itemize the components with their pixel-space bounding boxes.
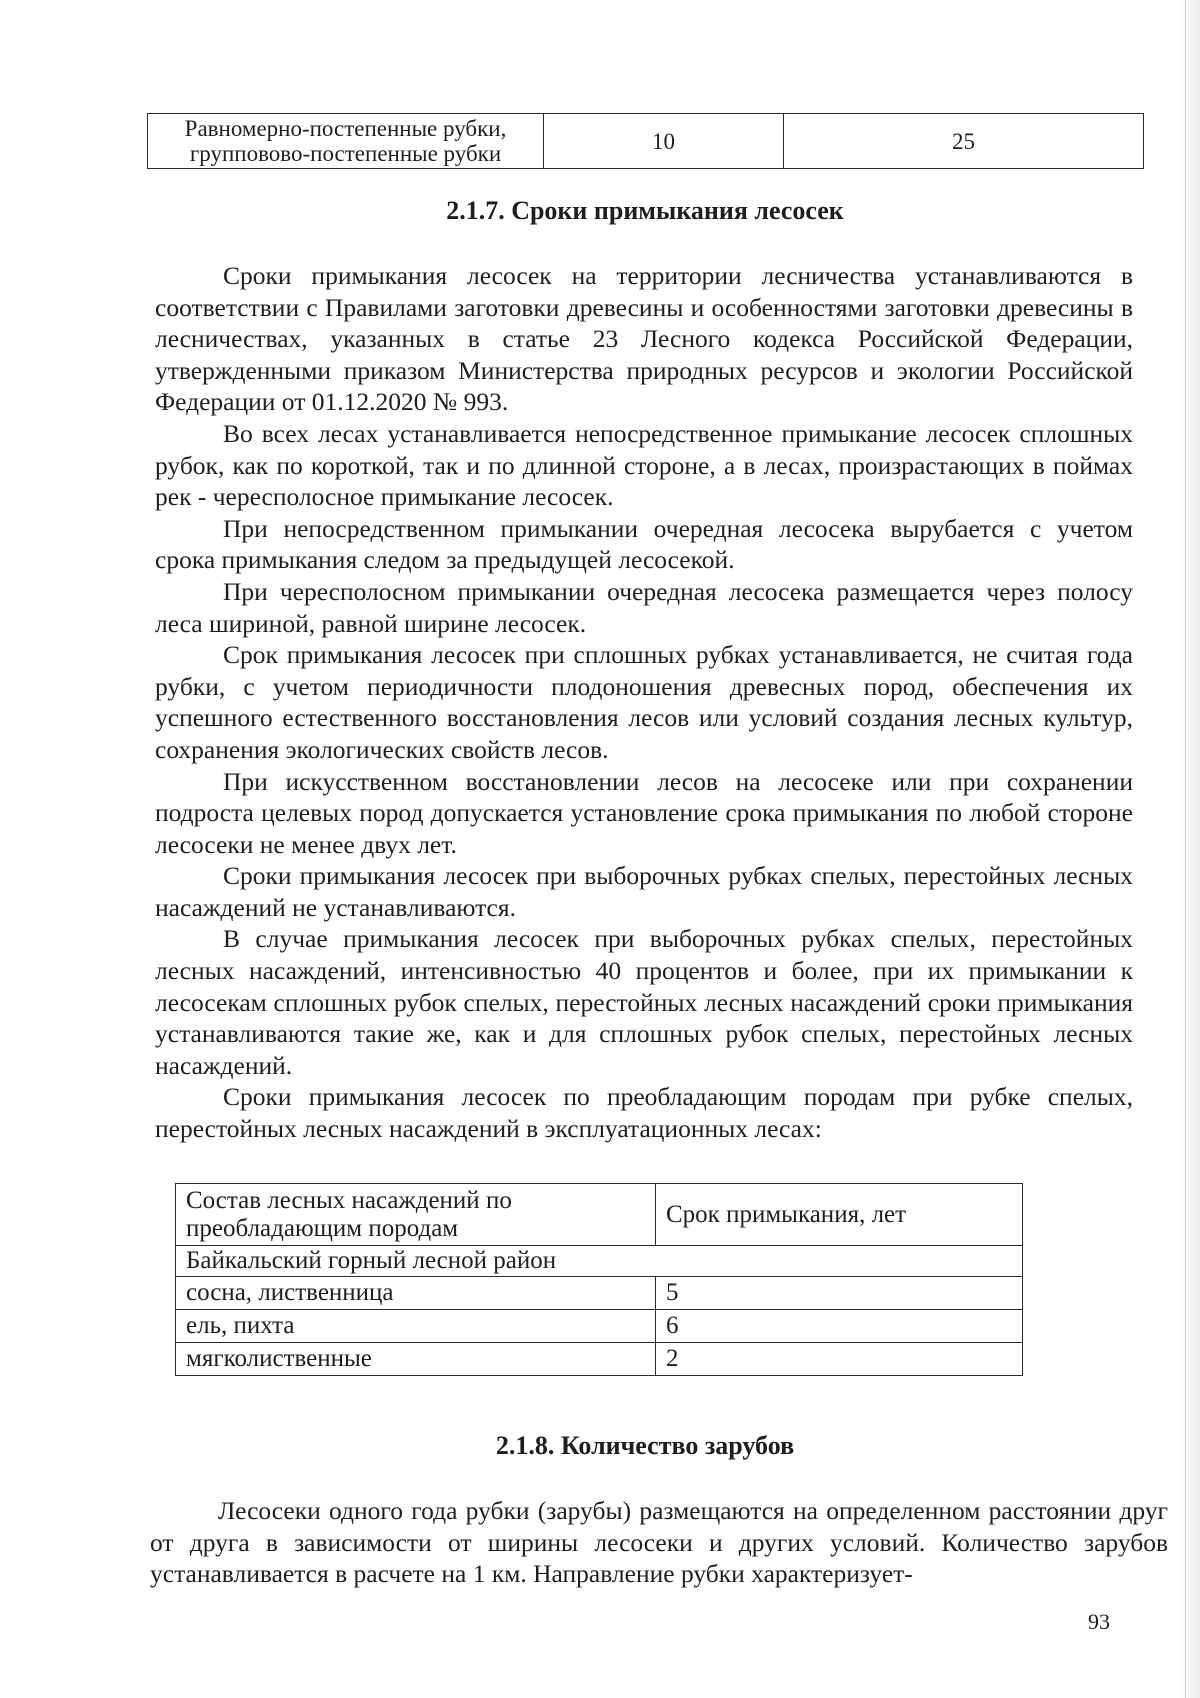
page-edge-line (1185, 0, 1186, 1698)
table-header-composition: Состав лесных насаждений по преобладающим породам (176, 1184, 656, 1246)
adjacency-period-table (175, 1183, 1023, 1376)
paragraph: Во всех лесах устанавливается непосредственное примыкание лесосек сплошных рубок, как по короткой, так и по длинной стороне, а в лесах, произрастающих в поймах рек - чересполосное примыкание лесосек. (155, 418, 1133, 512)
paragraph: Срок примыкания лесосек при сплошных рубках устанавливается, не считая года рубки, с учетом периодичности плодоношения древесных пород, обеспечения их успешного естественного восстановления лесов или условий создания лесных культур, сохранения экологических свойств лесов. (155, 640, 1133, 764)
table-cell-period: 2 (656, 1343, 1023, 1376)
page-edge-shadow (1178, 0, 1200, 1698)
section-heading-2-1-7: 2.1.7. Сроки примыкания лесосек (446, 196, 844, 225)
paragraph: При чересполосном примыкании очередная лесосека размещается через полосу леса шириной, равной ширине лесосек. (155, 576, 1133, 638)
cutting-type-table-body (148, 114, 1144, 169)
section-2-1-8-body (150, 1495, 1168, 1590)
table-cell-species: сосна, лиственница (176, 1277, 656, 1310)
table-cell-species: ель, пихта (176, 1310, 656, 1343)
table-row (176, 1310, 1023, 1343)
paragraph: Сроки примыкания лесосек на территории лесничества устанавливаются в соответствии с Правилами заготовки древесины и особенностями заготовки древесины в лесничествах, указанных в статье 23 Лесного кодекса Российской Федерации, утвержденными приказом Министерства природных ресурсов и экологии Российской Федерации от 01.12.2020 № 993. (155, 261, 1133, 417)
table-cell-period: 6 (656, 1310, 1023, 1343)
section-heading-2-1-8: 2.1.8. Количество зарубов (495, 1431, 795, 1460)
paragraph: В случае примыкания лесосек при выборочных рубках спелых, перестойных лесных насаждений, интенсивностью 40 процентов и более, при их примыкании к лесосекам сплошных рубок спелых, перестойных лесных насаждений сроки примыкания устанавливаются такие же, как и для сплошных рубок спелых, перестойных лесных насаждений. (155, 924, 1133, 1080)
paragraph: При искусственном восстановлении лесов на лесосеке или при сохранении подроста целевых пород допускается установление срока примыкания по любой стороне лесосеки не менее двух лет. (155, 766, 1133, 859)
page-number: 93 (1088, 1609, 1110, 1634)
section-2-1-7-body (155, 260, 1133, 1145)
cutting-type-table (147, 113, 1144, 169)
paragraph: При непосредственном примыкании очередная лесосека вырубается с учетом срока примыкания следом за предыдущей лесосекой. (155, 513, 1133, 575)
paragraph: Лесосеки одного года рубки (зарубы) размещаются на определенном расстоянии друг от друга в зависимости от ширины лесосеки и других условий. Количество зарубов устанавливается в расчете на 1 км. Направление рубки характеризует- (150, 1496, 1168, 1589)
cutting-type-cell: Равномерно-постепенные рубки, групповово-постепенные рубки (148, 114, 544, 169)
paragraph: Сроки примыкания лесосек при выборочных рубках спелых, перестойных лесных насаждений не устанавливаются. (155, 861, 1133, 922)
paragraph: Сроки примыкания лесосек по преобладающим породам при рубке спелых, перестойных лесных насаждений в эксплуатационных лесах: (155, 1082, 1133, 1144)
table-header-period: Срок примыкания, лет (656, 1184, 1023, 1246)
table-row (148, 114, 1144, 169)
table-cell-species: мягколиственные (176, 1343, 656, 1376)
table-cell-period: 5 (656, 1277, 1023, 1310)
cutting-value-cell: 10 (544, 114, 784, 169)
table-row (176, 1343, 1023, 1376)
cutting-value-cell: 25 (784, 114, 1144, 169)
table-row (176, 1277, 1023, 1310)
table-region-row: Байкальский горный лесной район (176, 1246, 1023, 1277)
